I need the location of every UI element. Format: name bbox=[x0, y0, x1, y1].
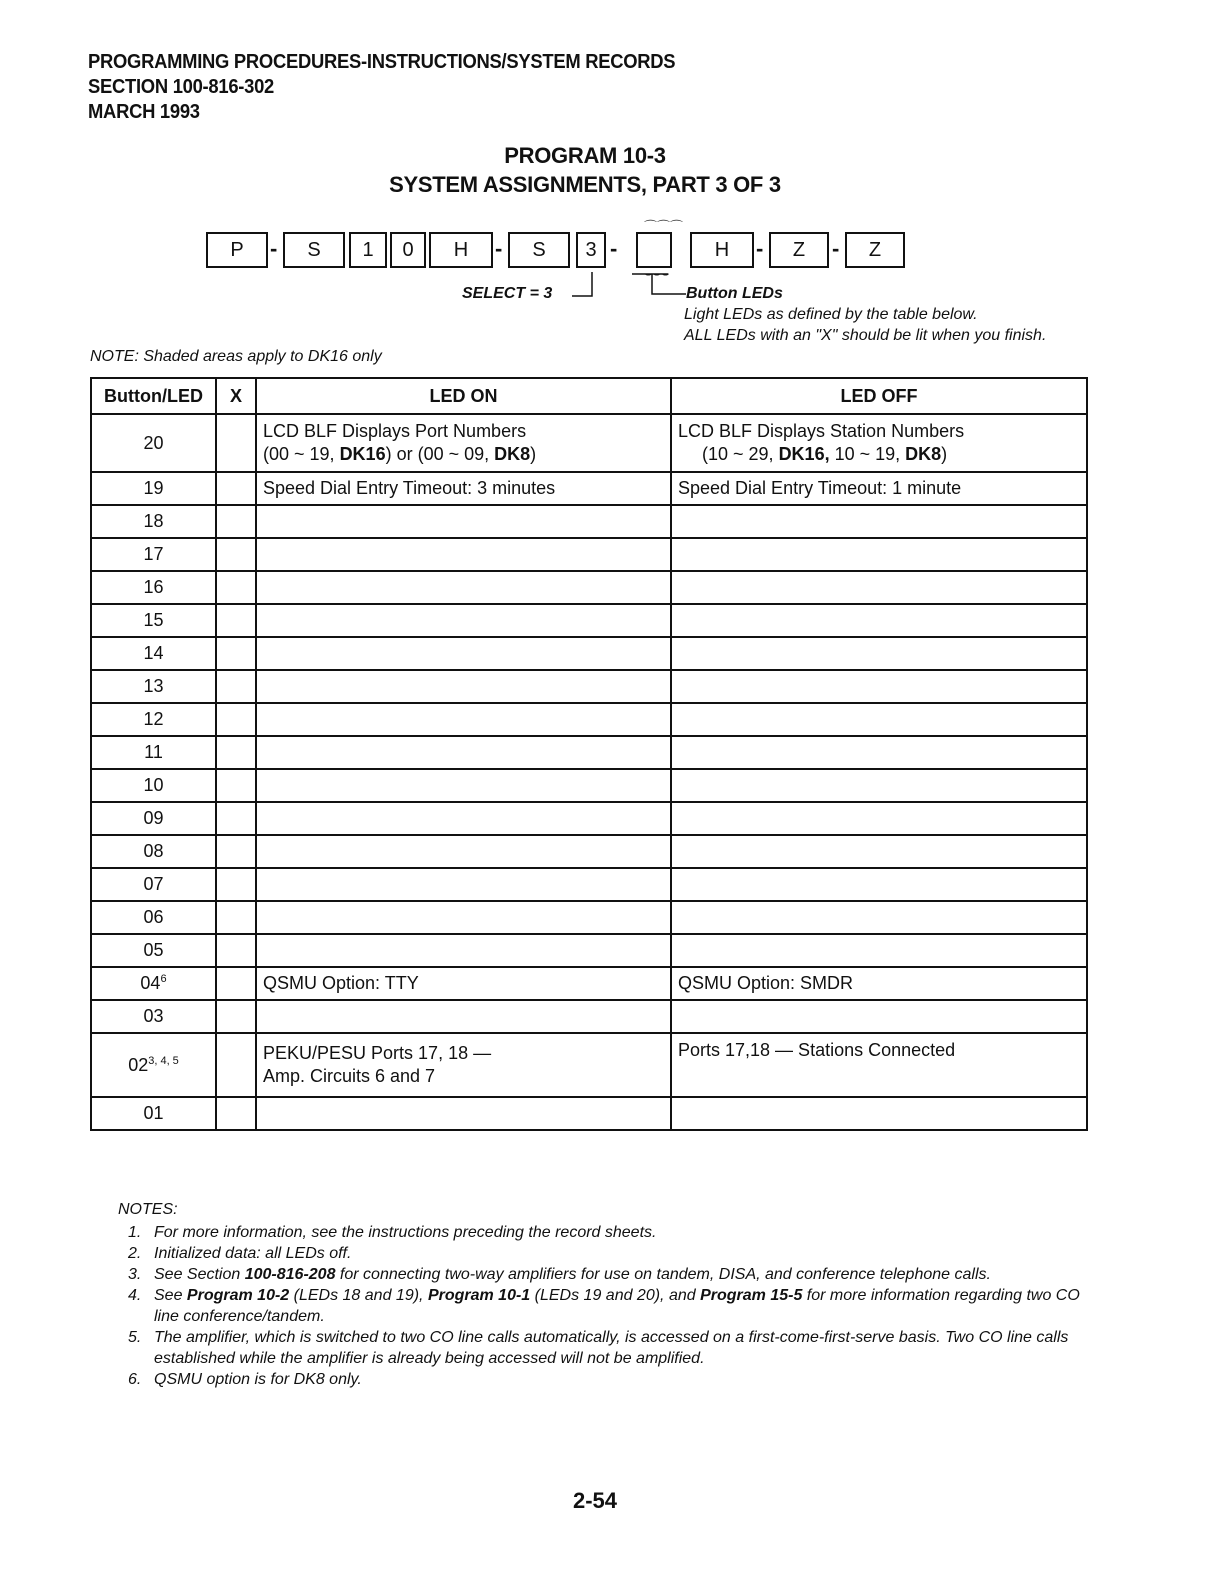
led-on-cell bbox=[256, 703, 671, 736]
led-number: 07 bbox=[91, 868, 216, 901]
led-number: 13 bbox=[91, 670, 216, 703]
led-off-text: LCD BLF Displays Station Numbers bbox=[678, 421, 965, 441]
key-0: 0 bbox=[390, 232, 426, 268]
table-row bbox=[91, 505, 1087, 538]
led-off-cell bbox=[671, 414, 1087, 472]
x-checkbox-cell[interactable] bbox=[216, 736, 256, 769]
led-on-cell bbox=[256, 604, 671, 637]
led-off-cell bbox=[671, 505, 1087, 538]
x-checkbox-cell[interactable] bbox=[216, 1000, 256, 1033]
led-number: 11 bbox=[91, 736, 216, 769]
led-number: 05 bbox=[91, 934, 216, 967]
led-off-cell bbox=[671, 571, 1087, 604]
x-checkbox-cell[interactable] bbox=[216, 802, 256, 835]
led-on-cell bbox=[256, 1033, 671, 1097]
led-off-cell bbox=[671, 835, 1087, 868]
led-off-cell bbox=[671, 670, 1087, 703]
notes-heading: NOTES: bbox=[118, 1201, 178, 1218]
led-off-cell bbox=[671, 538, 1087, 571]
led-number: 01 bbox=[91, 1097, 216, 1130]
table-row bbox=[91, 472, 1087, 505]
notes-section bbox=[118, 1199, 1108, 1390]
led-number: 14 bbox=[91, 637, 216, 670]
led-off-cell bbox=[671, 901, 1087, 934]
led-on-cell bbox=[256, 868, 671, 901]
led-off-cell bbox=[671, 604, 1087, 637]
table-row bbox=[91, 802, 1087, 835]
table-row bbox=[91, 604, 1087, 637]
key-1: 1 bbox=[349, 232, 387, 268]
table-header-row bbox=[91, 378, 1087, 414]
key-p: P bbox=[206, 232, 268, 268]
table-row bbox=[91, 901, 1087, 934]
key-sequence bbox=[0, 219, 1220, 281]
x-checkbox-cell[interactable] bbox=[216, 604, 256, 637]
led-number: $04^6$ bbox=[91, 967, 216, 1000]
led-off-cell: Speed Dial Entry Timeout: 1 minute bbox=[671, 472, 1087, 505]
header-led-off: LED OFF bbox=[671, 378, 1087, 414]
led-number: 16 bbox=[91, 571, 216, 604]
led-rays-icon: ⌣⌣⌣ bbox=[644, 266, 670, 281]
led-number: 03 bbox=[91, 1000, 216, 1033]
table-row bbox=[91, 1000, 1087, 1033]
led-on-text-2: Amp. Circuits 6 and 7 bbox=[263, 1066, 436, 1086]
program-subtitle: SYSTEM ASSIGNMENTS, PART 3 OF 3 bbox=[389, 172, 781, 197]
note-item: 2. Initialized data: all LEDs off. bbox=[128, 1245, 352, 1262]
x-checkbox-cell[interactable] bbox=[216, 901, 256, 934]
table-row bbox=[91, 736, 1087, 769]
led-number: 09 bbox=[91, 802, 216, 835]
table-row bbox=[91, 670, 1087, 703]
button-leds-instruction-1: Light LEDs as defined by the table below. bbox=[684, 306, 978, 323]
led-on-cell bbox=[256, 901, 671, 934]
x-checkbox-cell[interactable] bbox=[216, 1033, 256, 1097]
key-3: 3 bbox=[576, 232, 606, 268]
button-led-key bbox=[636, 232, 672, 268]
note-item: 1. For more information, see the instructions preceding the record sheets. bbox=[128, 1224, 657, 1241]
led-on-cell: Speed Dial Entry Timeout: 3 minutes bbox=[256, 472, 671, 505]
key-z: Z bbox=[845, 232, 905, 268]
x-checkbox-cell[interactable] bbox=[216, 414, 256, 472]
led-off-cell bbox=[671, 802, 1087, 835]
table-row bbox=[91, 414, 1087, 472]
led-off-cell: QSMU Option: SMDR bbox=[671, 967, 1087, 1000]
led-on-cell bbox=[256, 637, 671, 670]
button-leds-label: Button LEDs bbox=[686, 285, 783, 302]
x-checkbox-cell[interactable] bbox=[216, 868, 256, 901]
table-row bbox=[91, 1033, 1087, 1097]
led-on-cell: QSMU Option: TTY bbox=[256, 967, 671, 1000]
document-header bbox=[88, 50, 675, 125]
shaded-note: NOTE: Shaded areas apply to DK16 only bbox=[90, 348, 382, 365]
led-on-cell bbox=[256, 769, 671, 802]
led-on-cell bbox=[256, 934, 671, 967]
table-row bbox=[91, 934, 1087, 967]
select-label: SELECT = 3 bbox=[462, 285, 553, 302]
led-on-text: PEKU/PESU Ports 17, 18 — bbox=[263, 1043, 492, 1063]
page-number: 2-54 bbox=[572, 1488, 618, 1513]
key-s: S bbox=[508, 232, 570, 268]
led-on-text: LCD BLF Displays Port Numbers bbox=[263, 421, 527, 441]
table-row bbox=[91, 967, 1087, 1000]
x-checkbox-cell[interactable] bbox=[216, 670, 256, 703]
x-checkbox-cell[interactable] bbox=[216, 967, 256, 1000]
button-leds-instruction-2: ALL LEDs with an "X" should be lit when you finish. bbox=[684, 327, 1047, 344]
led-number: 15 bbox=[91, 604, 216, 637]
table-row bbox=[91, 868, 1087, 901]
led-assignment-table bbox=[90, 377, 1088, 1131]
led-number: 10 bbox=[91, 769, 216, 802]
header-led-on: LED ON bbox=[256, 378, 671, 414]
led-number: 08 bbox=[91, 835, 216, 868]
table-row bbox=[91, 1097, 1087, 1130]
key-dash: - bbox=[610, 236, 618, 261]
header-line-2: SECTION 100-816-302 bbox=[88, 76, 275, 98]
led-on-cell bbox=[256, 414, 671, 472]
x-checkbox-cell[interactable] bbox=[216, 934, 256, 967]
table-row bbox=[91, 835, 1087, 868]
table-row bbox=[91, 538, 1087, 571]
header-line-3: MARCH 1993 bbox=[88, 101, 200, 123]
key-dash: - bbox=[270, 236, 278, 261]
table-row bbox=[91, 637, 1087, 670]
note-item: 4. See Program 10-2 (LEDs 18 and 19), Program 10-1 (LEDs 19 and 20), and Program 15-5 for more information regarding two CO line conference/tandem. bbox=[128, 1287, 1080, 1325]
led-on-text-2: (00 ~ 19, DK16) or (00 ~ 09, DK8) bbox=[263, 444, 537, 464]
led-off-cell bbox=[671, 736, 1087, 769]
led-on-cell bbox=[256, 505, 671, 538]
led-on-cell bbox=[256, 835, 671, 868]
key-s: S bbox=[283, 232, 345, 268]
led-on-cell bbox=[256, 736, 671, 769]
led-off-cell bbox=[671, 1097, 1087, 1130]
led-number: 20 bbox=[91, 414, 216, 472]
led-on-cell bbox=[256, 1097, 671, 1130]
led-off-cell bbox=[671, 637, 1087, 670]
led-number: 19 bbox=[91, 472, 216, 505]
key-z: Z bbox=[769, 232, 829, 268]
key-h: H bbox=[690, 232, 754, 268]
led-number: 18 bbox=[91, 505, 216, 538]
table-row bbox=[91, 769, 1087, 802]
x-checkbox-cell[interactable] bbox=[216, 637, 256, 670]
x-checkbox-cell[interactable] bbox=[216, 835, 256, 868]
x-checkbox-cell[interactable] bbox=[216, 472, 256, 505]
key-h: H bbox=[429, 232, 493, 268]
table-row bbox=[91, 703, 1087, 736]
header-x: X bbox=[216, 378, 256, 414]
x-checkbox-cell[interactable] bbox=[216, 1097, 256, 1130]
led-off-text-2: (10 ~ 29, DK16, 10 ~ 19, DK8) bbox=[702, 444, 948, 464]
led-on-cell bbox=[256, 802, 671, 835]
led-on-cell bbox=[256, 670, 671, 703]
header-line-1: PROGRAMMING PROCEDURES-INSTRUCTIONS/SYSTEM RECORDS bbox=[88, 51, 676, 73]
x-checkbox-cell[interactable] bbox=[216, 769, 256, 802]
led-on-cell bbox=[256, 538, 671, 571]
led-number: 02$^{3, 4, 5}$ bbox=[91, 1033, 216, 1097]
header-button-led: Button/LED bbox=[91, 378, 216, 414]
led-off-cell bbox=[671, 868, 1087, 901]
led-off-cell bbox=[671, 1000, 1087, 1033]
program-title: PROGRAM 10-3 bbox=[504, 143, 666, 168]
key-dash: - bbox=[495, 236, 503, 261]
x-checkbox-cell[interactable] bbox=[216, 703, 256, 736]
note-item: 6. QSMU option is for DK8 only. bbox=[128, 1371, 362, 1388]
x-checkbox-cell[interactable] bbox=[216, 571, 256, 604]
led-off-cell bbox=[671, 934, 1087, 967]
key-dash: - bbox=[832, 236, 840, 261]
led-off-cell bbox=[671, 769, 1087, 802]
note-item: 3. See Section 100-816-208 for connecting two-way amplifiers for use on tandem, DISA, and conference telephone calls. bbox=[128, 1266, 991, 1283]
key-dash: - bbox=[756, 236, 764, 261]
led-on-cell bbox=[256, 571, 671, 604]
note-item: 5. The amplifier, which is switched to two CO line calls automatically, is accessed on a first-come-first-serve basis. Two CO line calls established while the amplifier is already being accessed will not be amplified. bbox=[128, 1329, 1069, 1367]
led-number: 17 bbox=[91, 538, 216, 571]
led-rays-icon: ⌒⌒⌒ bbox=[644, 219, 684, 234]
led-on-cell bbox=[256, 1000, 671, 1033]
led-off-cell bbox=[671, 703, 1087, 736]
led-off-cell: Ports 17,18 — Stations Connected bbox=[671, 1033, 1087, 1097]
x-checkbox-cell[interactable] bbox=[216, 538, 256, 571]
led-number: 12 bbox=[91, 703, 216, 736]
x-checkbox-cell[interactable] bbox=[216, 505, 256, 538]
led-number: 06 bbox=[91, 901, 216, 934]
table-row bbox=[91, 571, 1087, 604]
